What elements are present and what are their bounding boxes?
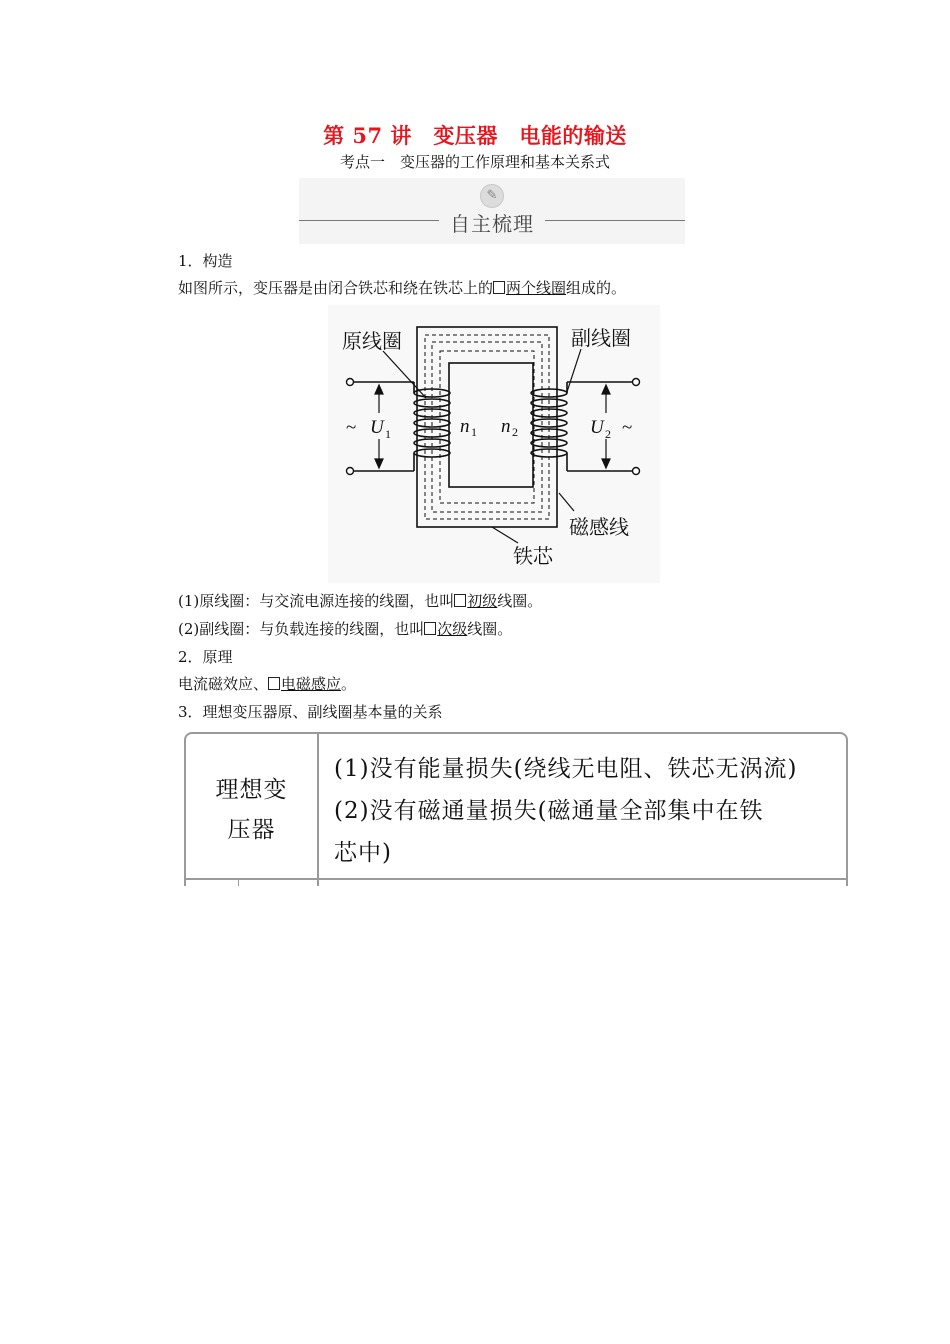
label-n2: n [501, 416, 511, 437]
answer-blank: 初级 [454, 592, 497, 610]
answer-blank: 电磁感应 [268, 675, 341, 693]
primary-coil [352, 382, 450, 471]
blank-box-icon [493, 281, 505, 294]
label-n2-sub: 2 [512, 425, 518, 439]
answer-blank: 两个线圈 [493, 279, 566, 297]
heading-structure: 1．构造 [178, 252, 233, 270]
paragraph-structure [178, 277, 626, 298]
table-divider [317, 734, 319, 886]
blank-box-icon [424, 622, 436, 635]
secondary-coil [531, 382, 634, 471]
text-segment: 组成的。 [566, 279, 627, 297]
ac-symbol-right: ~ [622, 417, 633, 438]
label-u2-sub: 2 [605, 427, 611, 441]
banner-label: 自主梳理 [450, 212, 534, 236]
label-iron-core: 铁芯 [513, 546, 553, 568]
heading-principle: 2．原理 [178, 648, 233, 666]
blank-box-icon [454, 594, 466, 607]
ideal-transformer-table [184, 732, 848, 886]
label-u1-sub: 1 [385, 427, 391, 441]
label-u1: U [370, 417, 384, 438]
transformer-svg [328, 305, 660, 583]
item-secondary-coil: (2)副线圈：与负载连接的线圈，也叫 次级线圈。 [178, 620, 513, 638]
label-u2: U [590, 417, 604, 438]
text-segment: 如图所示，变压器是由闭合铁芯和绕在铁芯上的 [178, 279, 494, 297]
item-primary-coil: (1)原线圈：与交流电源连接的线圈，也叫 初级线圈。 [178, 592, 543, 610]
pencil-icon: ✎ [480, 184, 504, 208]
section-banner [299, 178, 685, 244]
table-content-cell: (1)没有能量损失(绕线无电阻、铁芯无涡流) (2)没有磁通量损失(磁通量全部集中在铁 芯中) [334, 756, 798, 866]
blank-box-icon [268, 677, 280, 690]
banner-divider-right [545, 220, 685, 221]
paragraph-principle: 电流磁效应、 电磁感应。 [178, 675, 357, 693]
terminal [347, 379, 354, 386]
leader-lines [383, 349, 581, 543]
flux-line [440, 351, 534, 503]
label-primary-coil: 原线圈 [342, 331, 402, 353]
ac-symbol-left: ~ [346, 417, 357, 438]
answer-blank: 次级 [424, 620, 467, 638]
label-flux: 磁感线 [569, 517, 629, 539]
section-subtitle: 考点一 变压器的工作原理和基本关系式 [339, 153, 610, 171]
label-n1: n [460, 416, 470, 437]
heading-relations: 3．理想变压器原、副线圈基本量的关系 [178, 703, 443, 721]
transformer-diagram [328, 305, 660, 583]
table-row-divider [186, 878, 846, 880]
label-n1-sub: 1 [471, 425, 477, 439]
page-title: 第 57 讲 变压器 电能的输送 [323, 123, 627, 148]
terminal [633, 379, 640, 386]
table-divider [238, 878, 239, 886]
label-secondary-coil: 副线圈 [571, 328, 631, 350]
terminal [347, 468, 354, 475]
table-header-cell: 理想变 压器 [215, 777, 288, 843]
banner-divider-left [299, 220, 439, 221]
terminal [633, 468, 640, 475]
